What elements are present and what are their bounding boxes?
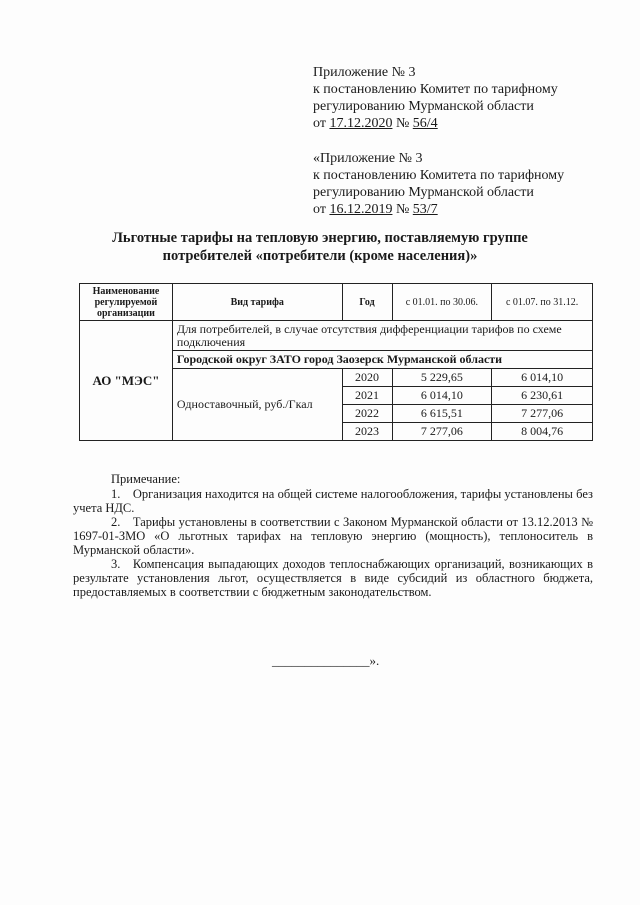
resolution-date: 17.12.2020 — [329, 116, 393, 131]
resolution-date: 16.12.2019 — [329, 202, 393, 217]
value-cell: 6 230,61 — [492, 387, 593, 405]
year-cell: 2023 — [342, 423, 392, 441]
value-cell: 6 615,51 — [392, 405, 492, 423]
header-line: регулированию Мурманской области — [313, 99, 534, 114]
value-cell: 6 014,10 — [392, 387, 492, 405]
value-cell: 6 014,10 — [492, 369, 593, 387]
header-line: к постановлению Комитета по тарифному — [313, 168, 565, 183]
header-line: регулированию Мурманской области — [313, 185, 534, 200]
title-line: Льготные тарифы на тепловую энергию, поставляемую группе — [112, 230, 528, 246]
header-period2: с 01.07. по 31.12. — [492, 284, 593, 321]
appendix-header-current — [313, 64, 558, 132]
note-item: 2. Тарифы установлены в соответствии с Законом Мурманской области от 13.12.2013 № 1697-01-ЗМО «О льготных тарифах на тепловую энергию (мощность), теплоноситель в Мурманской области». — [73, 515, 593, 557]
date-prefix: от — [313, 202, 330, 217]
value-cell: 7 277,06 — [492, 405, 593, 423]
tariff-kind-cell: Одноставочный, руб./Гкал — [172, 369, 342, 441]
table-row — [80, 321, 593, 351]
notes-section — [73, 472, 593, 599]
note-item: 1. Организация находится на общей системе налогообложения, тарифы установлены без учета НДС. — [73, 487, 593, 515]
year-cell: 2022 — [342, 405, 392, 423]
header-line: к постановлению Комитет по тарифному — [313, 82, 558, 97]
header-date-line — [313, 201, 564, 218]
notes-intro: Примечание: — [111, 472, 181, 486]
header-year: Год — [342, 284, 392, 321]
table-header-row — [80, 284, 593, 321]
date-prefix: от — [313, 116, 330, 131]
year-cell: 2020 — [342, 369, 392, 387]
header-period1: с 01.01. по 30.06. — [392, 284, 492, 321]
header-line: Приложение № 3 — [313, 65, 416, 80]
resolution-number: 53/7 — [412, 202, 438, 217]
document-title — [70, 229, 570, 265]
value-cell: 7 277,06 — [392, 423, 492, 441]
header-org: Наименование регулируемой организации — [80, 284, 173, 321]
title-line: потребителей «потребители (кроме населения)» — [162, 248, 478, 264]
year-cell: 2021 — [342, 387, 392, 405]
header-kind: Вид тарифа — [172, 284, 342, 321]
district-cell: Городской округ ЗАТО город Заозерск Мурманской области — [172, 351, 592, 369]
value-cell: 5 229,65 — [392, 369, 492, 387]
header-date-line — [313, 115, 558, 132]
number-prefix: № — [392, 202, 413, 217]
appendix-header-previous — [313, 150, 564, 218]
value-cell: 8 004,76 — [492, 423, 593, 441]
resolution-number: 56/4 — [412, 116, 438, 131]
number-prefix: № — [392, 116, 413, 131]
tariff-table — [79, 283, 593, 441]
closing-line: _______________». — [272, 653, 380, 668]
header-line: «Приложение № 3 — [313, 151, 423, 166]
organization-cell: АО "МЭС" — [80, 321, 173, 441]
note-item: 3. Компенсация выпадающих доходов теплоснабжающих организаций, возникающих в результате установления льгот, осуществляется в виде субсидий из областного бюджета, предоставляемых в соответствии с бюджетным законодательством. — [73, 557, 593, 599]
consumer-note: Для потребителей, в случае отсутствия дифференциации тарифов по схеме подключения — [172, 321, 592, 351]
